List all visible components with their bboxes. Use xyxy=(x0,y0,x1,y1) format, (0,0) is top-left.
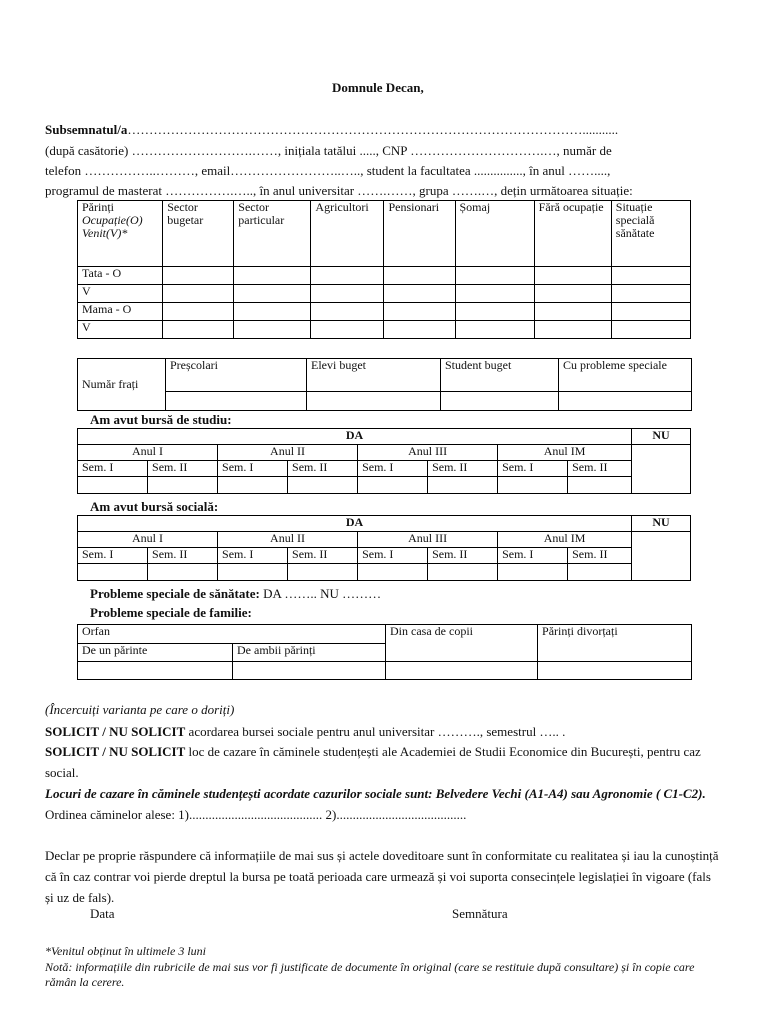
no-cell[interactable] xyxy=(632,445,691,494)
request-grant: SOLICIT / NU SOLICIT acordarea bursei sociale pentru anul universitar ………., semestrul ….. . xyxy=(45,724,566,739)
cell[interactable] xyxy=(148,477,218,494)
cell[interactable] xyxy=(441,392,559,411)
cell[interactable] xyxy=(384,285,455,303)
social-grant-table xyxy=(77,515,691,581)
sem: Sem. II xyxy=(568,548,632,564)
cell[interactable] xyxy=(311,321,384,339)
no-cell[interactable] xyxy=(632,532,691,581)
yes-header: DA xyxy=(78,429,632,445)
parents-table xyxy=(77,200,691,339)
program-line: programul de masterat …………….….., în anul universitar …….……, grupa …….…, dețin următoarea situație: xyxy=(45,183,633,198)
cell[interactable] xyxy=(568,564,632,581)
cell[interactable] xyxy=(218,564,288,581)
sem: Sem. II xyxy=(288,461,358,477)
sem: Sem. II xyxy=(288,548,358,564)
siblings-table xyxy=(77,358,692,411)
row-label: V xyxy=(78,285,163,303)
divorced-cell: Părinți divorțați xyxy=(538,625,692,662)
row-label: Tata - O xyxy=(78,267,163,285)
family-title: Probleme speciale de familie: xyxy=(90,605,252,620)
marriage-line: (după casătorie) ……………………….……, inițiala tatălui ....., CNP ………………………….…, număr de xyxy=(45,143,612,158)
family-table xyxy=(77,624,692,680)
declaration: Declar pe proprie răspundere că informațiile de mai sus și actele doveditoare sunt în conformitate cu realitatea și iau la cunoștință că în caz contrar voi pierde dreptul la bursa pe toată perioada care urmează și voi suporta consecințele legislației în vigoare (fals și uz de fals). xyxy=(45,848,719,905)
cell[interactable] xyxy=(166,392,307,411)
cell[interactable] xyxy=(428,564,498,581)
cell[interactable] xyxy=(218,477,288,494)
table-row xyxy=(78,267,691,285)
table-row xyxy=(78,285,691,303)
header-parents: Părinți Ocupație(O) Venit(V)* xyxy=(78,201,163,267)
cell[interactable] xyxy=(311,303,384,321)
cell[interactable] xyxy=(568,477,632,494)
sem: Sem. II xyxy=(148,461,218,477)
cell[interactable] xyxy=(311,267,384,285)
cell[interactable] xyxy=(386,662,538,680)
table-row xyxy=(78,303,691,321)
both-parents-cell: De ambii părinți xyxy=(233,644,386,662)
cell[interactable] xyxy=(538,662,692,680)
yes-header: DA xyxy=(78,516,632,532)
cell[interactable] xyxy=(307,392,441,411)
cell[interactable] xyxy=(234,285,311,303)
header-special-health: Situație specială sănătate xyxy=(611,201,690,267)
cell[interactable] xyxy=(234,303,311,321)
cell[interactable] xyxy=(611,267,690,285)
cell[interactable] xyxy=(534,267,611,285)
cell[interactable] xyxy=(234,321,311,339)
year-1: Anul I xyxy=(78,445,218,461)
cell[interactable] xyxy=(78,477,148,494)
cell[interactable] xyxy=(455,285,534,303)
cell[interactable] xyxy=(611,321,690,339)
sem: Sem. I xyxy=(498,461,568,477)
name-line xyxy=(45,122,618,138)
year-3: Anul III xyxy=(358,445,498,461)
cell[interactable] xyxy=(534,285,611,303)
header-special-problems: Cu probleme speciale xyxy=(559,359,692,392)
row-label: Mama - O xyxy=(78,303,163,321)
sem: Sem. I xyxy=(498,548,568,564)
footnote-note: Notă: informațiile din rubricile de mai sus vor fi justificate de documente în original (care se restituie după consultare) și în copie care rămân la cerere. xyxy=(45,960,695,989)
request-dorm-choice[interactable]: SOLICIT / NU SOLICIT xyxy=(45,744,186,759)
footnote-income: *Venitul obținut în ultimele 3 luni xyxy=(45,944,206,958)
no-header: NU xyxy=(632,429,691,445)
health-label: Probleme speciale de sănătate: xyxy=(90,586,260,601)
cell[interactable] xyxy=(163,267,234,285)
sem: Sem. II xyxy=(428,461,498,477)
social-grant-title: Am avut bursă socială: xyxy=(90,499,219,514)
year-2: Anul II xyxy=(218,532,358,548)
cell[interactable] xyxy=(78,564,148,581)
name-dots: ……………………………………………………………………………………………........... xyxy=(127,122,619,137)
sem: Sem. I xyxy=(218,548,288,564)
cell[interactable] xyxy=(428,477,498,494)
date-label: Data xyxy=(90,906,115,921)
cell[interactable] xyxy=(384,303,455,321)
header-pensioners: Pensionari xyxy=(384,201,455,267)
sem: Sem. II xyxy=(148,548,218,564)
header-pupils-budget: Elevi buget xyxy=(307,359,441,392)
orphan-cell: Orfan xyxy=(78,625,386,644)
cell[interactable] xyxy=(163,285,234,303)
sem: Sem. I xyxy=(78,461,148,477)
cell[interactable] xyxy=(384,321,455,339)
cell[interactable] xyxy=(498,564,568,581)
cell[interactable] xyxy=(611,285,690,303)
cell[interactable] xyxy=(311,285,384,303)
year-im: Anul IM xyxy=(498,532,632,548)
orphanage-cell: Din casa de copii xyxy=(386,625,538,662)
cell[interactable] xyxy=(559,392,692,411)
row-label: V xyxy=(78,321,163,339)
cell[interactable] xyxy=(455,303,534,321)
cell[interactable] xyxy=(384,267,455,285)
sem: Sem. I xyxy=(218,461,288,477)
cell[interactable] xyxy=(233,662,386,680)
sem: Sem. II xyxy=(428,548,498,564)
page-title: Domnule Decan, xyxy=(332,80,424,95)
subsemnatul-label: Subsemnatul/a xyxy=(45,122,128,137)
header-preschoolers: Preșcolari xyxy=(166,359,307,392)
year-2: Anul II xyxy=(218,445,358,461)
request-grant-choice[interactable]: SOLICIT / NU SOLICIT xyxy=(45,724,186,739)
cell[interactable] xyxy=(455,321,534,339)
signature-label: Semnătura xyxy=(452,906,508,921)
one-parent-cell: De un părinte xyxy=(78,644,233,662)
dorms-info: Locuri de cazare în căminele studențești acordate cazurilor sociale sunt: Belvedere Vechi (A1-A4) sau Agronomie ( C1-C2). Ordinea căminelor alese: 1)......................................... 2)........................................ xyxy=(45,786,706,822)
cell[interactable] xyxy=(455,267,534,285)
table-row xyxy=(78,321,691,339)
cell[interactable] xyxy=(288,564,358,581)
sem: Sem. I xyxy=(358,548,428,564)
cell[interactable] xyxy=(498,477,568,494)
cell[interactable] xyxy=(358,564,428,581)
no-header: NU xyxy=(632,516,691,532)
cell[interactable] xyxy=(288,477,358,494)
request-dorm: SOLICIT / NU SOLICIT loc de cazare în căminele studențești ale Academiei de Studii Economice din București, pentru caz social. xyxy=(45,744,701,780)
sem: Sem. I xyxy=(78,548,148,564)
cell[interactable] xyxy=(234,267,311,285)
header-no-occupation: Fără ocupație xyxy=(534,201,611,267)
health-line xyxy=(90,586,381,602)
study-grant-title: Am avut bursă de studiu: xyxy=(90,412,232,427)
header-unemployed: Șomaj xyxy=(455,201,534,267)
siblings-label: Număr frați xyxy=(78,359,166,411)
cell[interactable] xyxy=(358,477,428,494)
header-private-sector: Sector particular xyxy=(234,201,311,267)
circle-note: (Încercuiți varianta pe care o doriți) xyxy=(45,702,235,717)
study-grant-table xyxy=(77,428,691,494)
phone-line: telefon ……………..………, email……………………..….., student la facultatea ..............., în anul ……...., xyxy=(45,163,611,178)
cell[interactable] xyxy=(148,564,218,581)
cell[interactable] xyxy=(163,321,234,339)
header-farmers: Agricultori xyxy=(311,201,384,267)
health-value: DA …….. NU ……… xyxy=(259,586,382,601)
cell[interactable] xyxy=(611,303,690,321)
year-1: Anul I xyxy=(78,532,218,548)
year-3: Anul III xyxy=(358,532,498,548)
header-student-budget: Student buget xyxy=(441,359,559,392)
year-im: Anul IM xyxy=(498,445,632,461)
cell[interactable] xyxy=(78,662,233,680)
header-budget-sector: Sector bugetar xyxy=(163,201,234,267)
cell[interactable] xyxy=(534,303,611,321)
cell[interactable] xyxy=(534,321,611,339)
cell[interactable] xyxy=(163,303,234,321)
sem: Sem. II xyxy=(568,461,632,477)
sem: Sem. I xyxy=(358,461,428,477)
